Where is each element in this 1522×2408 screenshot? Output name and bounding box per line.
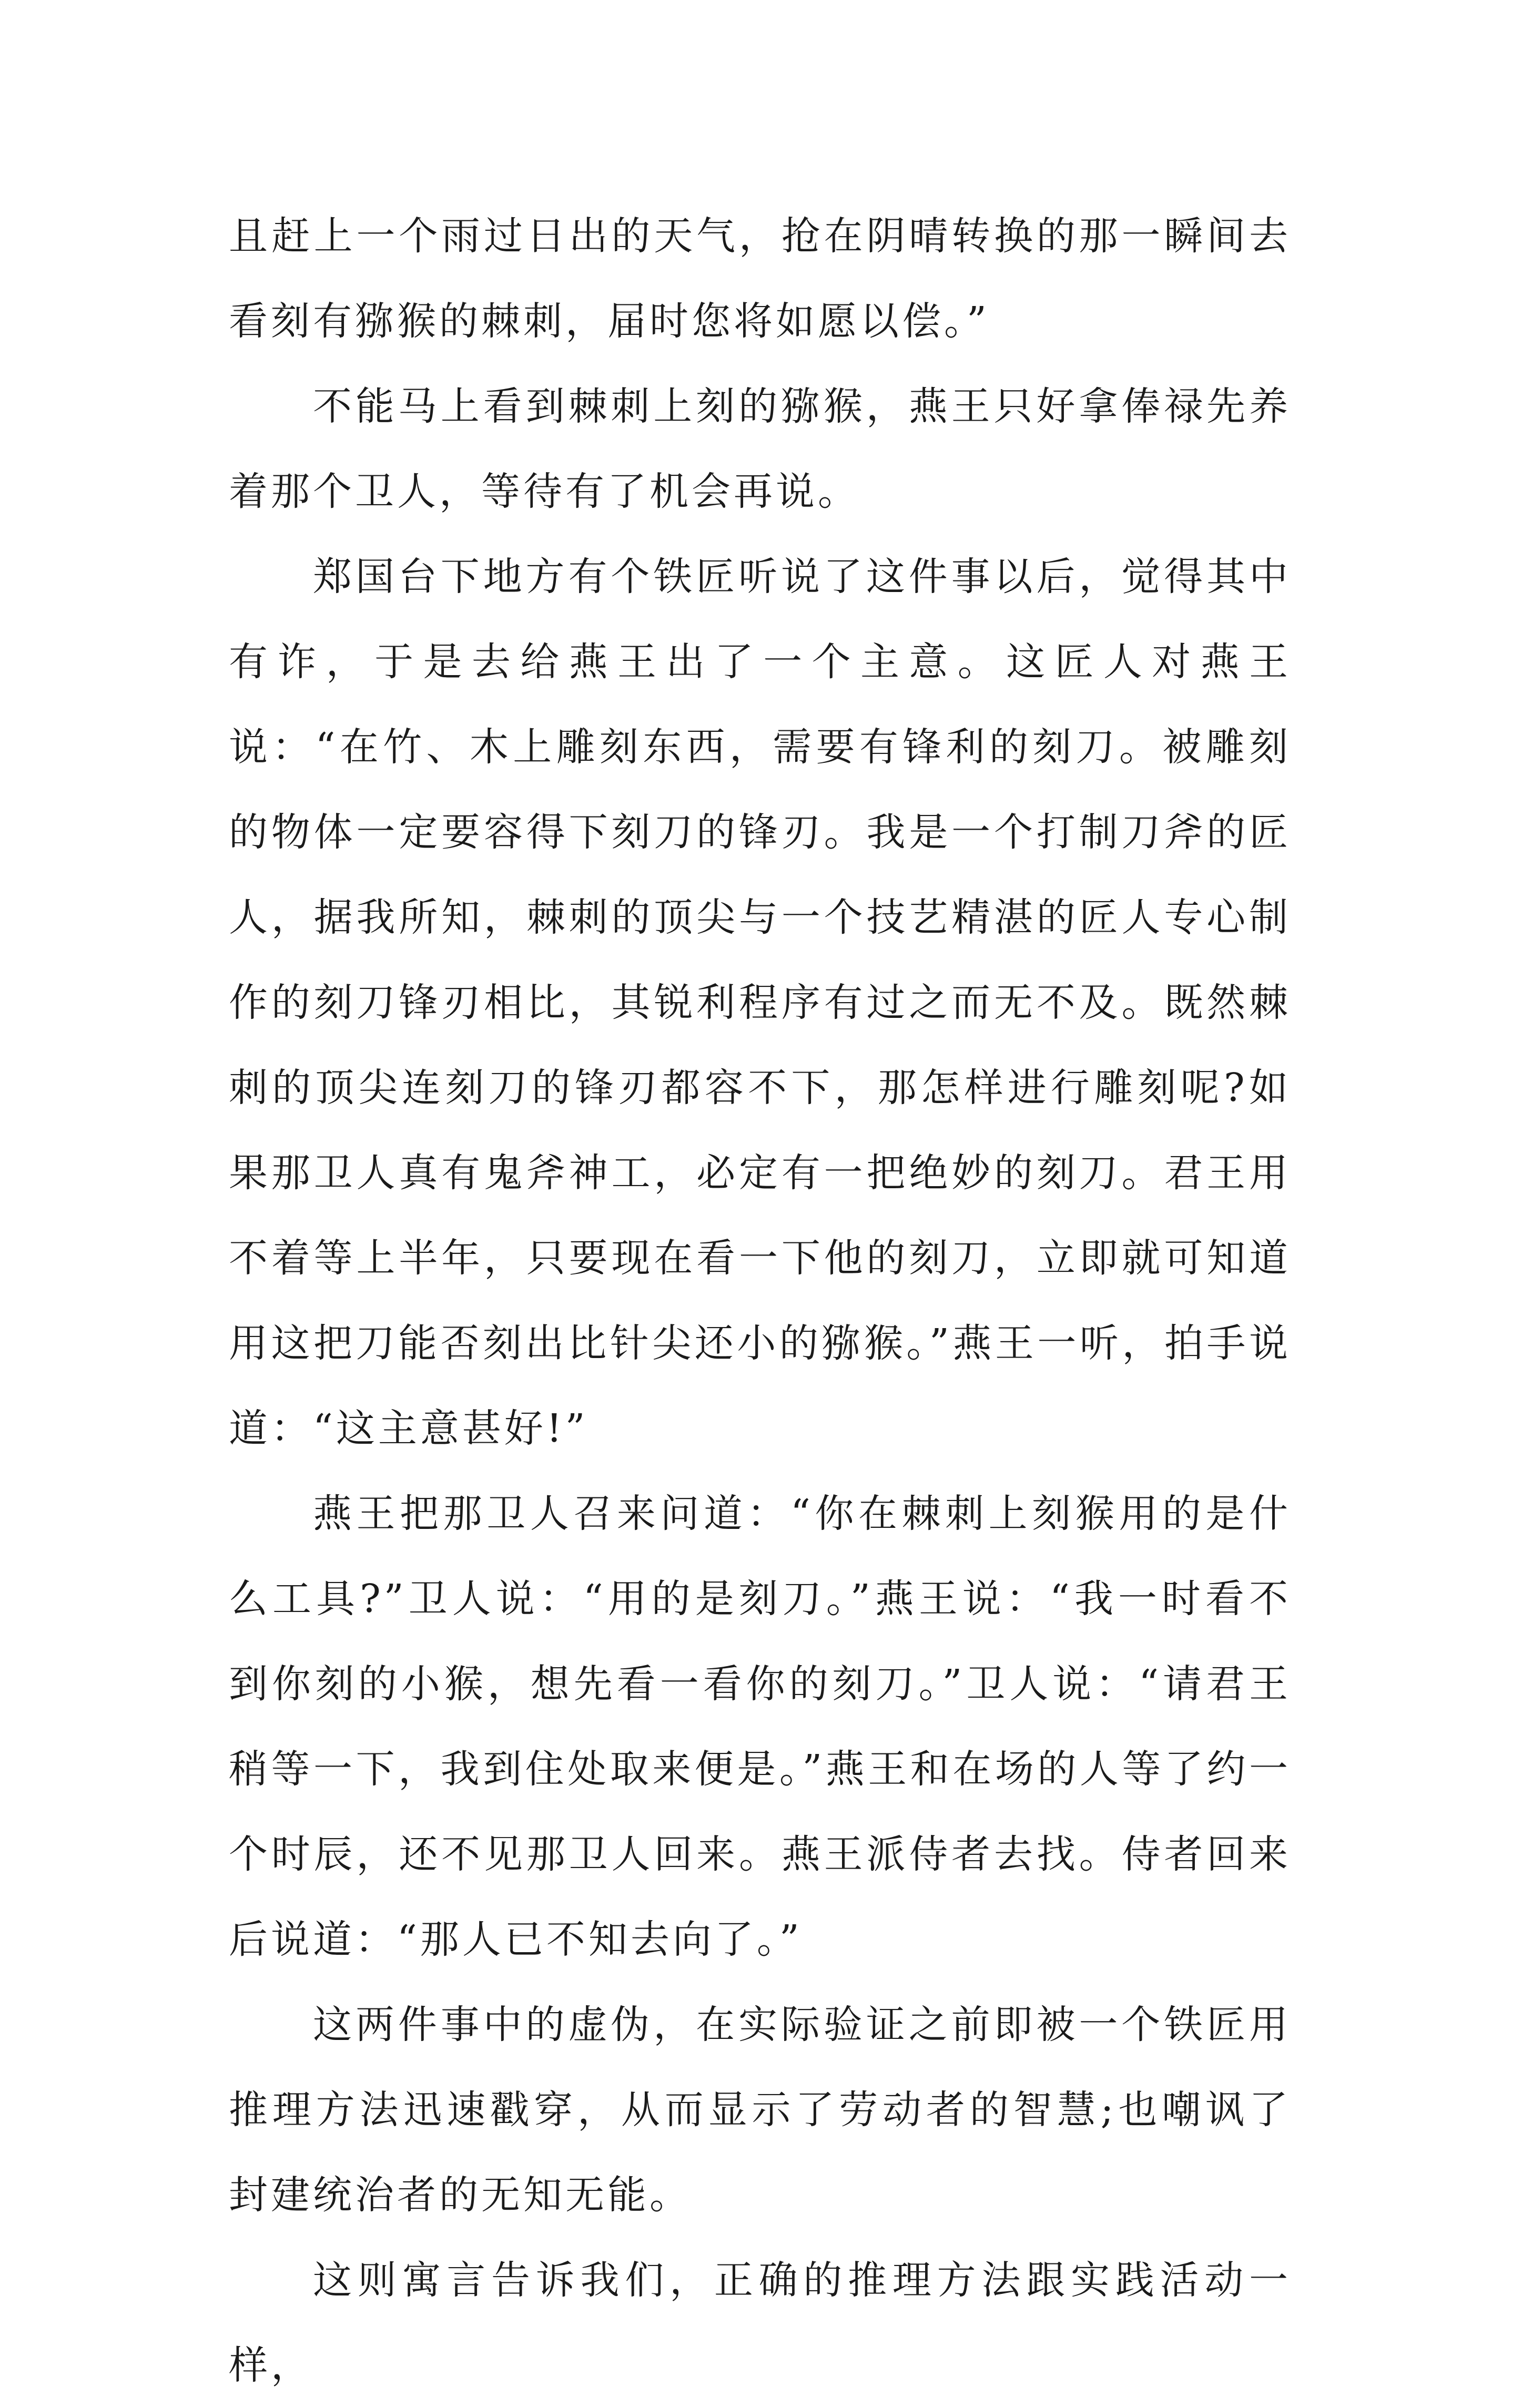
paragraph-2: 不能马上看到棘刺上刻的猕猴，燕王只好拿俸禄先养着那个卫人，等待有了机会再说。 [229,384,1291,514]
document-body [229,193,1291,2408]
paragraph-6: 这则寓言告诉我们，正确的推理方法跟实践活动一样， [229,2258,1291,2388]
paragraph-4: 燕王把那卫人召来问道：“你在棘刺上刻猴用的是什么工具?”卫人说：“用的是刻刀。”燕王说：“我一时看不到你刻的小猴，想先看一看你的刻刀。”卫人说：“请君王稍等一下，我到住处取来便是。”燕王和在场的人等了约一个时辰，还不见那卫人回来。燕王派侍者去找。侍者回来后说道：“那人已不知去向了。” [229,1491,1291,1962]
paragraph-3: 郑国台下地方有个铁匠听说了这件事以后，觉得其中有诈，于是去给燕王出了一个主意。这匠人对燕王说：“在竹、木上雕刻东西，需要有锋利的刻刀。被雕刻的物体一定要容得下刻刀的锋刃。我是一个打制刀斧的匠人，据我所知，棘刺的顶尖与一个技艺精湛的匠人专心制作的刻刀锋刃相比，其锐利程序有过之而无不及。既然棘刺的顶尖连刻刀的锋刃都容不下，那怎样进行雕刻呢?如果那卫人真有鬼斧神工，必定有一把绝妙的刻刀。君王用不着等上半年，只要现在看一下他的刻刀，立即就可知道用这把刀能否刻出比针尖还小的猕猴。”燕王一听，拍手说道：“这主意甚好!” [229,554,1291,1451]
paragraph-1: 且赶上一个雨过日出的天气，抢在阴晴转换的那一瞬间去看刻有猕猴的棘刺，届时您将如愿以偿。” [229,213,1291,344]
paragraph-5: 这两件事中的虚伪，在实际验证之前即被一个铁匠用推理方法迅速戳穿，从而显示了劳动者的智慧;也嘲讽了封建统治者的无知无能。 [229,2002,1291,2218]
